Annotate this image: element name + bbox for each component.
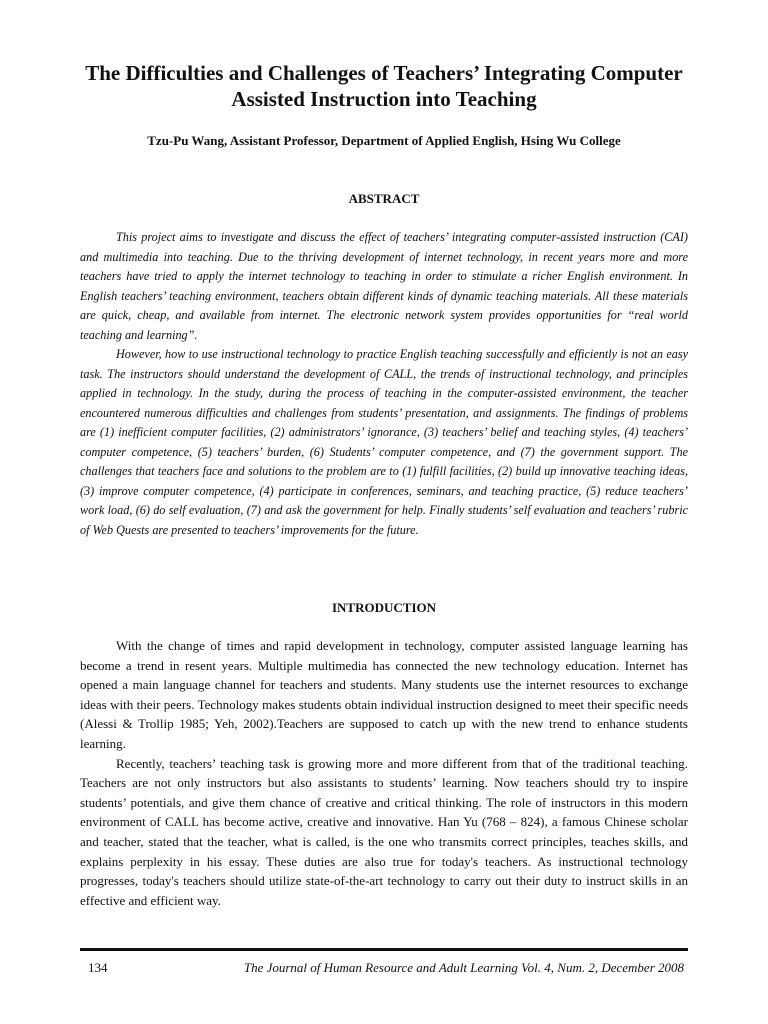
footer-rule (80, 948, 688, 951)
journal-citation: The Journal of Human Resource and Adult Learning Vol. 4, Num. 2, December 2008 (243, 960, 684, 975)
abstract-body (80, 228, 688, 540)
abstract-heading: ABSTRACT (348, 191, 420, 206)
abstract-paragraph-2: However, how to use instructional technology to practice English teaching successfully and efficiently is not an easy task. The instructors should understand the development of CALL, the trends of instructional technology, and principles applied in technology. In the study, during the process of teaching in the computer-assisted environment, the teacher encountered numerous difficulties and challenges from students’ presentation, and assignments. The findings of problems are (1) inefficient computer facilities, (2) administrators’ ignorance, (3) teachers’ belief and teaching styles, (4) teachers’ computer competence, (5) teachers’ burden, (6) Students’ computer competence, and (7) the government support. The challenges that teachers face and solutions to the problem are to (1) fulfill facilities, (2) build up innovative teaching ideas, (3) improve computer competence, (4) participate in conferences, seminars, and teaching practice, (5) reduce teachers’ work load, (6) do self evaluation, (7) and ask the government for help. Finally students’ self evaluation and teachers’ rubric of Web Quests are presented to teachers’ improvements for the future. (80, 347, 688, 537)
abstract-paragraph-1: This project aims to investigate and discuss the effect of teachers’ integrating computer-assisted instruction (CAI) and multimedia into teaching. Due to the thriving development of internet technology, in recent years more and more teachers have tried to apply the internet technology to teaching in order to stimulate a richer English environment. In English teachers’ teaching environment, teachers obtain different kinds of dynamic teaching materials. All these materials are quick, cheap, and available from internet. The electronic network system provides opportunities for “real world teaching and learning”. (80, 230, 688, 342)
introduction-heading: INTRODUCTION (331, 600, 436, 615)
introduction-paragraph-2: Recently, teachers’ teaching task is growing more and more different from that of the traditional teaching. Teachers are not only instructors but also assistants to students’ learning. Now teachers should try to inspire students’ potentials, and give them chance of creative and critical thinking. The role of instructors in this modern environment of CALL has become active, creative and innovative. Han Yu (768 – 824), a famous Chinese scholar and teacher, stated that the teacher, what is called, is the one who transmits correct principles, teaches skills, and explains perplexity in his essay. These duties are also true for today's teachers. As instructional technology progresses, today's teachers should utilize state-of-the-art technology to carry out their duty to instruct skills in an effective and efficient way. (80, 755, 688, 908)
author-line: Tzu-Pu Wang, Assistant Professor, Department of Applied English, Hsing Wu College (147, 133, 621, 148)
paper-title: The Difficulties and Challenges of Teachers’ Integrating Computer Assisted Instruction into Teaching (85, 61, 683, 111)
introduction-body (80, 636, 688, 910)
introduction-paragraph-1: With the change of times and rapid development in technology, computer assisted language learning has become a trend in resent years. Multiple multimedia has connected the new technology education. Internet has opened a main language channel for teachers and students. Many students use the internet resources to exchange ideas with their peers. Technology makes students obtain individual instruction designed to meet their specific needs (Alessi & Trollip 1985; Yeh, 2002).Teachers are supposed to catch up with the new trend to enhance students learning. (80, 638, 688, 751)
page-number: 134 (88, 960, 108, 975)
